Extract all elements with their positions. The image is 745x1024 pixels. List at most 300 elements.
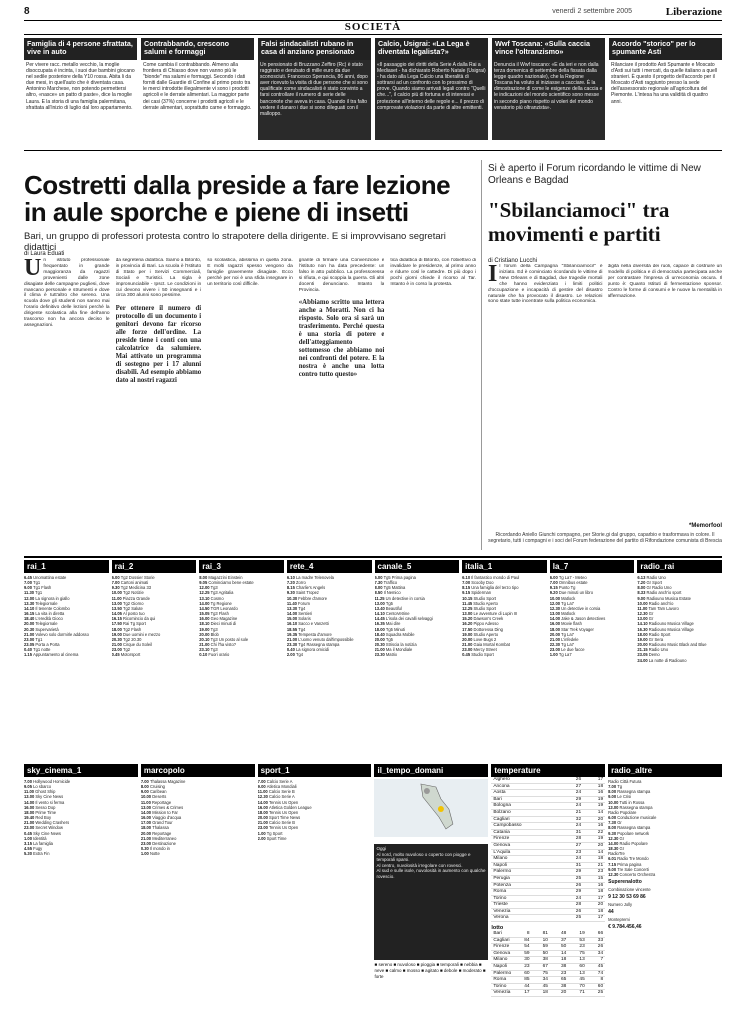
montepremi-label: Montepremi [608,917,630,923]
city-name: Campobasso [491,823,561,830]
program-time: 12.00 [199,585,211,591]
side-article-body [488,264,722,529]
city-name: Milano [491,856,561,863]
lotto-number: 81 [532,931,550,937]
program-time: 14.00 [608,840,620,846]
program-title: Red Boy [35,815,52,821]
channel-logo: rai_1 [24,560,109,573]
lotto-city: Palermo [493,970,512,976]
lotto-row [491,964,605,971]
program-time: 12.30 [608,871,620,877]
program-title: Radiouno Music Black and Blue [648,642,707,648]
channel-logo: rai_2 [112,560,197,573]
program-item [637,658,722,663]
program-time: 14.05 [111,611,124,617]
program-time: 1.15 [24,652,34,658]
program-time: 16.00 [24,804,36,810]
temperature-value: 24 [561,895,583,902]
weather-text [374,844,488,960]
program-time: 1.00 [24,835,34,841]
lotto-number: 50 [532,950,550,957]
program-title: Al nord, molto nuvoloso o coperto con piogge e temporali sparsi. [376,851,471,862]
program-title: Gr [619,846,625,852]
lotto-number: 45 [587,964,605,971]
program-title: Studio Aperto [473,600,498,606]
tv-rule [24,556,722,558]
lotto-number: 23 [568,944,586,951]
program-time: 6.10 [286,575,296,580]
channel-logo: sky_cinema_1 [24,764,138,777]
program-time: 20.00 [199,631,211,637]
program-title: Tg La7 [561,642,574,648]
program-time: 13.00 [24,794,36,800]
article-column: gnante di firmare una Convenzione e l'istituto non ha data precedente: un falso in atto pubblico. La professoressa si rifiuta, e qui scoppia la guerra. Gli altri docenti denunciano. Intanto la Provincia. «Abbiamo scritto una lettera anche a Moratti. Non ci ha risposto. Solo ora si sarà un trasferimento. Perché questa è una storia di potere e dell'atteggiamento sottomesso che abbiamo noi nei confronti del potere. E la nostra è anche una lotta contro tutto questo» [298,258,385,379]
city-name: Cagliari [491,816,561,823]
program-time: 10.00 [637,600,649,606]
lotto-row [491,990,605,997]
program-title: Rassegna stampa [619,804,653,810]
program-time: 23.00 [140,840,153,846]
lotto-number: 38 [550,983,568,990]
program-title: Forum [298,600,310,606]
program-title: Charlie's Angels [295,585,326,591]
program-title: Calcio Serie B [269,820,295,826]
program-list [375,575,460,658]
program-item [24,851,138,856]
program-time: 14.00 [286,611,299,617]
program-title: La signora omicidi [295,647,329,653]
program-title: Hollywood Homicide [33,779,71,784]
temperature-row [491,889,605,896]
program-title: TGR Leonardo [210,605,238,611]
program-title: Lo sbarco [33,784,52,790]
program-title: Blob [210,631,219,637]
program-time: 12.25 [199,590,211,596]
masthead [24,6,722,20]
temperature-value: 25 [561,875,583,882]
program-title: Due minuti un libro [558,590,593,596]
program-title: Telegiornale [35,621,58,627]
program-time: 6.13 [637,575,647,580]
program-title: Wedding Crashers [35,820,70,826]
program-time: 16.15 [24,611,36,617]
program-time: 13.00 [111,600,124,606]
program-time: 14.00 [199,600,211,606]
legend-item: ■ nuvoloso [393,962,417,967]
lotto-city: Venezia [491,990,513,997]
brief-title: Falsi sindacalisti rubano in casa di anziano pensionato [258,38,371,60]
program-title: Punto Tg [558,585,576,591]
channel-logo: radio_rai [637,560,722,573]
program-title: Radio Popolare [608,809,637,815]
program-time: 21.00 [462,642,474,648]
program-title: Tg1 [35,590,43,596]
program-title: Atletica Mondiali [266,784,297,790]
program-time: 22.30 [549,642,562,648]
program-time: 7.00 [462,580,472,586]
program-title: Un detective in corsia [561,605,601,611]
program-time: 16.35 [374,621,386,627]
program-time: 12.00 [24,595,36,601]
program-title: Extra Fin [33,851,50,857]
program-time: 10.00 [549,595,562,601]
program-title: Rassegna stampa [617,825,651,831]
temperature-row [491,836,605,843]
city-name: Bologna [491,803,561,810]
program-title: Thalassa Magazine [149,779,186,784]
program-title: Febbre d'amore [298,595,328,601]
program-time: 7.00 [549,580,559,586]
temperature-row [491,809,605,816]
article-column: da segreteria didattica. Siamo a Bitonto, in provincia di Bari. La scuola è l'Istituto di Stato per i Servizi Commerciali, Sociali e Turistici. La sigla è impronunciabile - Ipsct. Le condizioni in cui devono vivere i 50 insegnanti e i circa 300 alunni sono pessime. Per ottenere il numero di protocollo di un documento i genitori devono far ricorso alle forze dell'ordine. La preside tiene i conti con una calcolatrice da salumiere. Mai attivato un programma di sostegno per i 17 alunni disabili. Ad esempio abbiamo dato al nostri ragazzi [115,258,202,385]
program-time: 18.40 [374,631,386,637]
city-name: Venezia [491,908,561,915]
brief-title: Accordo "storico" per lo spumante Asti [609,38,722,60]
lotto-city: Genova [491,950,513,957]
program-time: 8.00 [608,825,618,831]
program-title: Zorro [295,580,306,586]
city-name: Roma [491,889,561,896]
program-time: 17.50 [462,626,474,632]
program-time: 16.30 [637,626,649,632]
bottom-listings [24,764,722,1019]
program-time: 20.00 [24,621,36,627]
program-list [287,575,372,658]
program-time: 6.45 [24,575,34,580]
program-title: Supervarietà [35,626,59,632]
program-time: 18.00 [257,809,270,815]
temperature-value: 24 [561,823,583,830]
channel-sport1 [258,764,372,1019]
program-title: Studio Aperto [473,631,499,637]
program-title: Tam Tam Lavoro [648,605,679,611]
lotto-row [491,944,605,951]
lotto-number: 20 [550,990,568,997]
lotto-number: 71 [568,990,586,997]
program-title: Cosmo [210,595,224,601]
program-time: 19.00 [199,626,211,632]
program-title: Sport Time [266,835,287,841]
program-title: Tennis Us Open [269,825,299,831]
temperature-row [491,915,605,922]
program-time: 13.00 [608,804,620,810]
program-title: Matlock [561,595,576,601]
program-title: Deserts [152,794,167,800]
brief-title: Calcio, Usigrai: «La Lega è diventata legalista?» [375,38,488,60]
section-title: SOCIETÀ [344,21,402,33]
program-time: 18.30 [608,846,620,852]
temperature-value: 26 [561,777,583,783]
lotto-row [491,937,605,944]
program-time: 8.00 [374,585,384,591]
city-name: Genova [491,842,561,849]
program-time: 7.00 [140,779,150,784]
temperature-value: 16 [583,823,605,830]
program-time: 11.00 [111,595,123,601]
legend-item: ■ nebbia [460,962,479,967]
program-item [550,652,635,657]
program-title: Viaggio d'acqua [152,815,182,821]
program-time: 15.00 [286,616,299,622]
lotto-row [491,983,605,990]
temperature-value: 18 [583,889,605,896]
program-time: 23.00 [111,647,124,653]
city-name: Catania [491,829,561,836]
program-time: 20.00 [462,636,474,642]
lotto-number: 38 [550,964,568,971]
program-title: Oggi [376,846,386,851]
drop-cap: I [488,264,498,287]
program-title: Le Crisi [617,794,632,800]
program-time: 8.00 [140,784,150,790]
program-time: 12.30 [257,794,270,800]
lotto-number: 23 [550,970,568,977]
temperature-row [491,803,605,810]
program-title: Movie flash [561,621,582,627]
program-list [550,575,635,658]
program-title: Solaris [298,616,311,622]
program-time: 21.00 [24,631,36,637]
program-time: 14.00 [140,809,153,815]
lotto-number: 60 [513,970,531,977]
program-title: Spiderman [471,590,492,596]
program-title: Tennis Us Open [269,809,299,815]
program-title: L'uomo venuto dall'impossibile [298,636,354,642]
city-name: Firenze [491,836,561,843]
temperature-value: 17 [583,777,605,783]
legend-item: ■ forte [374,968,486,979]
program-time: 7.00 [608,784,618,790]
program-title: Rai Tg Sport [123,621,146,627]
temperature-list [491,777,605,922]
program-list [608,779,722,877]
program-time: 0.30 [140,846,150,852]
program-title: Radiouno Musica Estate [646,595,691,601]
channel-logo: canale_5 [375,560,460,573]
brief-2 [141,38,254,140]
program-title: Sky Cine News [33,830,61,836]
lotto-city: Roma [491,977,513,984]
program-title: Tg2 [123,647,131,653]
program-time: 14.00 [24,799,36,805]
program-title: Radio Città Futura [608,779,642,784]
channel-logo: sport_1 [258,764,372,777]
jolly-label: Numero Jolly [608,902,633,908]
program-time: 8.00 [608,789,618,795]
program-time: 8.15 [462,585,472,591]
page-number: 8 [24,6,30,17]
lotto-number: 7 [587,957,605,964]
temperature-value: 32 [561,816,583,823]
program-time: 13.00 [140,804,153,810]
program-title: Caribean [149,789,167,795]
program-title: Fugy [33,846,43,852]
city-name: Trieste [491,902,561,909]
program-title: Tg La7 - Meteo [558,575,587,580]
program-item [376,868,486,879]
program-title: Reportage [152,830,172,836]
brief-1 [24,38,137,140]
lotto-number: 53 [568,937,586,944]
program-title: Il mondo in [149,846,170,852]
program-title: Crimes & Crimes [152,804,184,810]
program-title: Tg3 [210,626,218,632]
channel-marcopolo [141,764,255,1019]
program-title: Il tenente Colombo [35,605,70,611]
program-title: Destinazione [152,840,176,846]
program-title: Tg2 Flash [123,626,142,632]
program-title: Thalassa [152,825,169,831]
channel-logo: italia_1 [462,560,547,573]
weather-forecast [374,764,488,1019]
program-time: 7.30 [374,580,384,586]
program-title: Fuori orario [208,652,230,658]
program-time: 10.30 [286,595,299,601]
program-time: 6.00 [111,575,121,580]
channel-rai1 [24,560,109,758]
temperature-row [491,829,605,836]
lotto-number: 67 [532,964,550,971]
program-list [462,575,547,658]
radio-title: radio_altre [608,764,722,777]
program-time: 18.40 [24,616,36,622]
program-title: Mission to Far [152,809,178,815]
legend-item: ■ moderato [458,968,483,973]
temperature-value: 29 [561,796,583,803]
program-time: 18.55 [286,626,299,632]
channel-canale5 [375,560,460,758]
program-title: Radio anch'io sport [646,590,682,596]
temperature-value: 14 [583,809,605,816]
program-title: La famiglia [33,840,53,846]
program-time: 0.40 [286,647,296,653]
program-title: Radio anch'io [648,600,674,606]
program-time: 23.00 [24,825,36,831]
lotto-number: 13 [568,970,586,977]
lotto-number: 66 [587,931,605,937]
program-title: Piazza Grande [122,595,150,601]
briefs-rule [24,150,722,151]
program-time: 7.00 [24,580,34,586]
program-item [141,851,255,856]
program-time: 9.30 [111,585,121,591]
program-time: 18.00 [637,631,649,637]
lotto-number: 59 [532,944,550,951]
program-time: 12.30 [637,611,649,617]
program-title: Cruising [149,784,165,790]
lotto-number: 45 [532,983,550,990]
program-time: 11.25 [374,595,386,601]
weather-title: il_tempo_domani [374,764,488,777]
temperature-value: 16 [583,882,605,889]
temperature-value: 24 [561,803,583,810]
program-item [199,652,284,657]
program-title: Tg Sport [266,830,283,836]
lotto-number: 34 [532,977,550,984]
program-title: Studio Sport [473,595,497,601]
program-title: Gr [617,820,622,826]
lotto-number: 45 [568,977,586,984]
temperature-row [491,849,605,856]
program-time: 9.00 [637,595,647,601]
channel-italia1 [462,560,547,758]
program-list [141,779,255,856]
lotto-number: 8 [513,931,531,937]
program-title: Appuntamento al cinema [33,652,79,658]
lotto-number: 65 [550,977,568,984]
brief-title: Famiglia di 4 persone sfrattata, vive in auto [24,38,137,60]
program-time: 9.00 [608,794,618,800]
program-title: Tg3 [210,647,218,653]
channel-sky-cinema [24,764,138,1019]
program-time: 7.30 [608,820,618,826]
program-time: 23.00 [24,636,36,642]
program-title: Tg5 Prima pagina [383,575,416,580]
lotto-city: Milano [491,957,513,964]
program-time: 6.00 [549,575,559,580]
temperature-value: 31 [561,829,583,836]
program-time: 14.10 [374,611,386,617]
program-title: Scooby Doo [471,580,494,586]
lotto-city: Bari [491,931,513,937]
program-time: 9.00 [608,866,618,872]
program-title: Mediterraneo [152,835,177,841]
program-title: Beautiful [385,605,402,611]
lotto-row [491,970,605,977]
program-title: Il fantastico mondo di Paul [471,575,520,580]
program-title: Ghost Ship [35,789,56,795]
program-time: 18.00 [140,825,153,831]
temperature-value: 20 [583,842,605,849]
program-time: 19.00 [462,631,474,637]
city-name: Bolzano [491,809,561,816]
program-time: 14.10 [24,605,36,611]
lotto-number: 17 [513,990,531,997]
program-title: Prima pagina [617,861,642,867]
program-list [112,575,197,658]
program-title: Geo Magazine [210,616,238,622]
pull-quote: Per ottenere il numero di protocollo di un documento i genitori devono far ricorso alle forze dell'ordine. La preside tiene i conti con una calcolatrice da salumiere. Mai attivato un programma di sostegno per i 17 alunni disabili. Ad esempio abbiamo dato al nostri ragazzi [115,305,202,385]
city-name: Aosta [491,790,561,797]
program-time: 10.15 [462,595,474,601]
article-column: so scolastica, abissima in quella zona. E molti ragazzi spesso vengono da famiglie gravemente disagiate. Ecco perché per noi è una sfida insegnare in un territorio così difficile. [207,258,293,287]
lotto-row [491,950,605,957]
program-title: Tg2 Giorno [123,600,144,606]
temperature-row [491,783,605,790]
program-time: 1.00 [257,830,267,836]
program-time: 23.00 [257,825,270,831]
program-time: 14.00 [549,616,562,622]
lotto-number: 44 [513,983,531,990]
program-title: Grand Tour [152,820,173,826]
program-title: Tg2 Medicina 33 [120,585,151,591]
program-title: Tennis Us Open [269,799,299,805]
legend-item: ■ neve [374,962,482,973]
lotto-city: Torino [491,983,513,990]
temperature-table [491,764,605,1019]
program-time: 11.45 [462,600,474,606]
program-time: 23.05 [637,652,649,658]
main-headline: Costretti dalla preside a fare lezione in aule sporche e piene di insetti [24,170,451,227]
program-time: 21.00 [24,820,36,826]
program-title: La notte di Radiouno [648,657,687,663]
lotto-city: Cagliari [491,937,513,944]
temperature-value: 26 [561,908,583,915]
temperature-row [491,875,605,882]
program-title: Concerto Orchestra [619,871,656,877]
program-time: 23.00 [462,647,474,653]
program-title: Una famiglia del terzo tipo [471,585,519,591]
